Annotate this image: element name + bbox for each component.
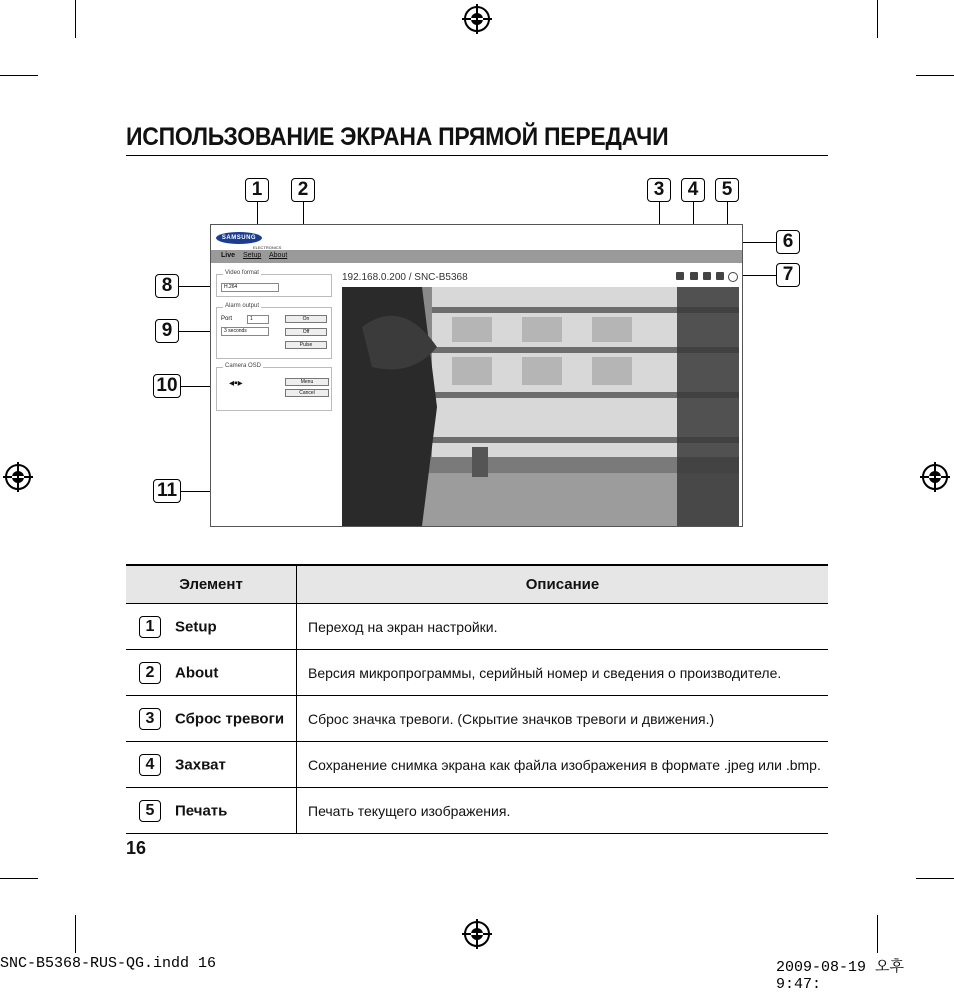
alarm-output-label: Alarm output — [225, 303, 260, 309]
crop-mark — [0, 75, 38, 76]
video-format-label: Video format — [225, 270, 259, 276]
page-title: ИСПОЛЬЗОВАНИЕ ЭКРАНА ПРЯМОЙ ПЕРЕДАЧИ — [126, 123, 669, 151]
table-row — [126, 696, 828, 742]
video-format-panel — [216, 270, 332, 297]
menu-live[interactable]: Live — [221, 252, 236, 259]
row-number: 5 — [139, 800, 161, 822]
registration-mark-icon — [922, 464, 948, 490]
registration-mark-icon — [464, 921, 490, 947]
row-number: 1 — [139, 616, 161, 638]
crop-mark — [0, 878, 38, 879]
callout-6: 6 — [776, 230, 800, 254]
menu-bar — [211, 250, 742, 263]
row-description: Версия микропрограммы, серийный номер и сведения о производителе. — [297, 650, 829, 696]
pulse-button[interactable]: Pulse — [285, 341, 327, 349]
row-number: 3 — [139, 708, 161, 730]
description-table — [126, 564, 828, 834]
callout-2: 2 — [291, 178, 315, 202]
row-name: Сброс тревоги — [175, 710, 285, 727]
callout-8: 8 — [155, 274, 179, 298]
capture-icon[interactable] — [690, 272, 698, 280]
row-name: About — [175, 664, 219, 681]
video-format-select[interactable]: H.264 — [221, 283, 279, 292]
crop-mark — [916, 75, 954, 76]
callout-11: 11 — [153, 479, 181, 503]
table-row — [126, 650, 828, 696]
callout-1: 1 — [245, 178, 269, 202]
leader-line — [740, 275, 776, 276]
crop-mark — [75, 0, 76, 38]
camera-address: 192.168.0.200 / SNC-B5368 — [342, 272, 468, 283]
title-rule — [126, 155, 828, 156]
on-button[interactable]: On — [285, 315, 327, 323]
table-row — [126, 788, 828, 834]
page-number: 16 — [126, 838, 147, 858]
alarm-output-panel — [216, 303, 332, 359]
row-description: Сброс значка тревоги. (Скрытие значков тревоги и движения.) — [297, 696, 829, 742]
row-name: Печать — [175, 802, 228, 819]
crop-mark — [877, 915, 878, 953]
header-element: Элемент — [126, 565, 297, 604]
row-name: Захват — [175, 756, 226, 773]
footer-file-info: SNC-B5368-RUS-QG.indd 16 — [0, 955, 217, 972]
video-image — [342, 287, 739, 526]
registration-mark-icon — [464, 6, 490, 32]
callout-9: 9 — [155, 319, 179, 343]
camera-osd-panel — [216, 363, 332, 411]
crop-mark — [877, 0, 878, 38]
header-description: Описание — [297, 565, 829, 604]
table-header-row — [126, 565, 828, 604]
callout-7: 7 — [776, 263, 800, 287]
row-number: 2 — [139, 662, 161, 684]
callout-10: 10 — [153, 374, 181, 398]
menu-setup[interactable]: Setup — [243, 252, 262, 259]
table-row — [126, 604, 828, 650]
crop-mark — [75, 915, 76, 953]
row-description: Переход на экран настройки. — [297, 604, 829, 650]
port-label: Port — [221, 316, 233, 322]
footer-date: 2009-08-19 오후 9:47: — [776, 959, 904, 993]
osd-menu-button[interactable]: Menu — [285, 378, 329, 386]
logo-subtitle: ELECTRONICS — [253, 245, 282, 250]
alarm-reset-icon[interactable] — [676, 272, 684, 280]
fit-screen-icon[interactable] — [716, 272, 724, 280]
table-row — [126, 742, 828, 788]
print-icon[interactable] — [703, 272, 711, 280]
samsung-logo: SAMSUNG — [216, 232, 262, 244]
camera-osd-label: Camera OSD — [225, 363, 262, 369]
osd-cancel-button[interactable]: Cancel — [285, 389, 329, 397]
registration-mark-icon — [5, 464, 31, 490]
menu-about[interactable]: About — [269, 252, 288, 259]
direction-pad-icon[interactable]: ◂▪▸ — [229, 378, 243, 389]
viewer-screenshot — [210, 224, 743, 527]
row-description: Печать текущего изображения. — [297, 788, 829, 834]
off-button[interactable]: Off — [285, 328, 327, 336]
live-video-frame — [342, 287, 739, 526]
callout-3: 3 — [647, 178, 671, 202]
zoom-icon[interactable] — [728, 272, 738, 282]
callout-5: 5 — [715, 178, 739, 202]
duration-select[interactable]: 3 seconds — [221, 327, 269, 336]
port-select[interactable]: 1 — [247, 315, 269, 324]
row-name: Setup — [175, 618, 217, 635]
row-number: 4 — [139, 754, 161, 776]
row-description: Сохранение снимка экрана как файла изображения в формате .jpeg или .bmp. — [297, 742, 829, 788]
crop-mark — [916, 878, 954, 879]
callout-4: 4 — [681, 178, 705, 202]
